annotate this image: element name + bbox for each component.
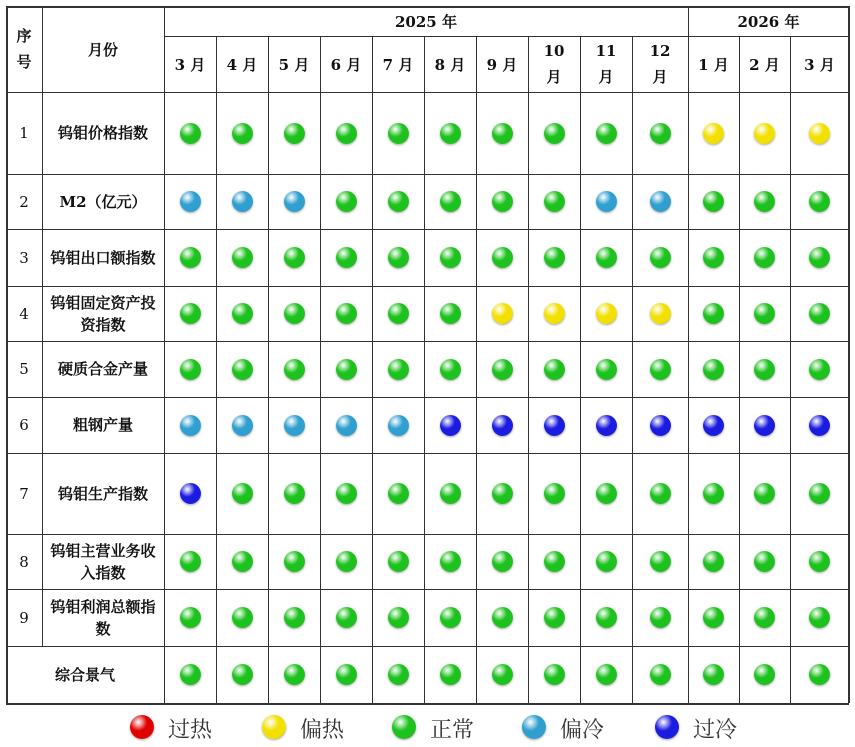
signal-light-normal (180, 664, 201, 685)
signal-light-normal (544, 123, 565, 144)
grid-line (739, 36, 740, 703)
signal-light-normal (650, 247, 671, 268)
signal-light-cool (336, 415, 357, 436)
grid-line (6, 92, 849, 93)
signal-light-normal (492, 664, 513, 685)
signal-light-normal (544, 191, 565, 212)
month-col-header: 4 月 (226, 55, 258, 74)
legend-hot-icon (130, 715, 154, 739)
month-col-header: 10 月 (543, 42, 565, 86)
signal-light-normal (336, 247, 357, 268)
legend-warm-label: 偏热 (300, 718, 345, 743)
signal-light-cold (596, 415, 617, 436)
signal-light-normal (596, 483, 617, 504)
legend-hot-label: 过热 (168, 718, 213, 743)
legend-normal-icon (392, 715, 416, 739)
signal-light-normal (492, 247, 513, 268)
signal-light-normal (544, 247, 565, 268)
signal-light-normal (754, 359, 775, 380)
grid-line (848, 6, 850, 703)
signal-light-normal (544, 359, 565, 380)
signal-light-normal (284, 123, 305, 144)
signal-light-normal (754, 247, 775, 268)
grid-line (6, 534, 849, 535)
signal-light-normal (232, 483, 253, 504)
signal-light-cold (492, 415, 513, 436)
signal-light-normal (544, 551, 565, 572)
grid-line (42, 6, 43, 646)
signal-light-normal (703, 483, 724, 504)
signal-light-normal (180, 607, 201, 628)
signal-light-normal (754, 664, 775, 685)
signal-light-normal (596, 664, 617, 685)
row-number: 8 (19, 552, 29, 571)
legend-cold-label: 过冷 (693, 718, 738, 743)
signal-light-normal (336, 303, 357, 324)
signal-light-normal (440, 123, 461, 144)
signal-light-normal (754, 483, 775, 504)
signal-light-normal (440, 607, 461, 628)
grid-line (424, 36, 425, 703)
signal-light-cool (284, 191, 305, 212)
month-col-header: 3 月 (174, 55, 206, 74)
grid-line (790, 36, 791, 703)
signal-light-normal (492, 191, 513, 212)
signal-light-normal (440, 359, 461, 380)
signal-light-normal (809, 664, 830, 685)
legend-cold-icon (655, 715, 679, 739)
seq-header-label: 序号 (16, 27, 32, 71)
month-col-header: 1 月 (698, 55, 729, 74)
signal-light-normal (336, 551, 357, 572)
indicator-name: 钨钼利润总额指数 (50, 597, 156, 638)
grid-line (320, 36, 321, 703)
signal-light-normal (596, 359, 617, 380)
signal-light-normal (388, 303, 409, 324)
signal-light-normal (544, 664, 565, 685)
indicator-name: 综合景气 (54, 665, 115, 684)
grid-line (164, 6, 165, 703)
signal-light-normal (440, 664, 461, 685)
month-col-header: 6 月 (330, 55, 362, 74)
month-header (42, 6, 164, 92)
signal-light-normal (284, 247, 305, 268)
signal-light-normal (440, 191, 461, 212)
signal-light-normal (492, 607, 513, 628)
seq-header (6, 6, 42, 92)
signal-light-normal (336, 123, 357, 144)
signal-light-normal (180, 303, 201, 324)
signal-light-normal (180, 123, 201, 144)
signal-light-normal (232, 664, 253, 685)
signal-light-warm (650, 303, 671, 324)
month-col-header: 12 月 (649, 42, 671, 86)
signal-light-normal (284, 359, 305, 380)
grid-line (6, 6, 8, 703)
signal-light-normal (809, 303, 830, 324)
signal-light-normal (596, 247, 617, 268)
legend-cool-icon (522, 715, 546, 739)
signal-light-normal (596, 607, 617, 628)
row-number: 5 (19, 360, 29, 378)
signal-light-normal (284, 607, 305, 628)
signal-light-normal (284, 483, 305, 504)
grid-line (632, 36, 633, 703)
signal-light-normal (703, 191, 724, 212)
signal-light-warm (596, 303, 617, 324)
month-col-header: 8 月 (434, 55, 466, 74)
signal-light-warm (544, 303, 565, 324)
row-number: 6 (19, 416, 29, 434)
signal-light-cold (650, 415, 671, 436)
signal-light-normal (544, 607, 565, 628)
signal-light-normal (703, 359, 724, 380)
signal-light-normal (180, 359, 201, 380)
signal-light-cold (440, 415, 461, 436)
signal-light-normal (650, 483, 671, 504)
grid-line (268, 36, 269, 703)
signal-light-warm (809, 123, 830, 144)
signal-light-normal (388, 191, 409, 212)
grid-line (6, 646, 849, 647)
grid-line (580, 36, 581, 703)
signal-light-normal (650, 359, 671, 380)
signal-light-normal (388, 483, 409, 504)
month-col-header: 9 月 (486, 55, 518, 74)
row-number: 9 (19, 608, 29, 627)
year-2026-header: 2026 年 (737, 12, 800, 31)
grid-line (6, 286, 849, 287)
grid-line (528, 36, 529, 703)
signal-light-cool (596, 191, 617, 212)
grid-line (6, 453, 849, 454)
month-col-header: 3 月 (804, 55, 835, 74)
grid-line (6, 589, 849, 590)
grid-line (6, 174, 849, 175)
indicator-name: 硬质合金产量 (57, 360, 148, 378)
signal-light-normal (809, 247, 830, 268)
climate-signal-table (6, 6, 849, 703)
signal-light-cool (284, 415, 305, 436)
grid-line (6, 6, 849, 8)
signal-light-cold (754, 415, 775, 436)
signal-light-normal (703, 607, 724, 628)
signal-light-normal (232, 551, 253, 572)
signal-light-normal (284, 303, 305, 324)
grid-line (688, 6, 689, 703)
signal-light-normal (440, 303, 461, 324)
signal-light-normal (809, 191, 830, 212)
signal-light-normal (754, 303, 775, 324)
legend-normal-label: 正常 (430, 718, 475, 743)
signal-light-normal (336, 483, 357, 504)
month-header-label: 月份 (87, 40, 118, 59)
month-col-header: 11 月 (595, 42, 617, 86)
grid-line (164, 36, 849, 37)
signal-light-normal (232, 123, 253, 144)
signal-light-normal (232, 303, 253, 324)
signal-light-normal (336, 607, 357, 628)
signal-light-cool (232, 191, 253, 212)
indicator-name: 钨钼主营业务收入指数 (50, 541, 156, 582)
signal-light-normal (388, 247, 409, 268)
signal-light-normal (703, 247, 724, 268)
signal-light-normal (336, 359, 357, 380)
signal-light-warm (492, 303, 513, 324)
signal-light-normal (336, 191, 357, 212)
grid-line (372, 36, 373, 703)
row-number: 4 (19, 304, 29, 323)
grid-line (476, 36, 477, 703)
signal-light-normal (809, 551, 830, 572)
signal-light-cool (232, 415, 253, 436)
signal-light-normal (440, 551, 461, 572)
signal-light-cold (544, 415, 565, 436)
month-col-header: 5 月 (278, 55, 310, 74)
signal-light-normal (596, 123, 617, 144)
signal-light-normal (754, 607, 775, 628)
indicator-name: 粗钢产量 (72, 416, 133, 434)
legend (0, 705, 855, 747)
indicator-name: 钨钼出口额指数 (50, 248, 156, 267)
signal-light-normal (440, 247, 461, 268)
signal-light-cold (703, 415, 724, 436)
signal-light-normal (650, 607, 671, 628)
signal-light-cold (809, 415, 830, 436)
row-number: 3 (19, 248, 29, 267)
signal-light-normal (809, 483, 830, 504)
signal-light-normal (180, 247, 201, 268)
signal-light-warm (703, 123, 724, 144)
signal-light-normal (232, 359, 253, 380)
signal-light-normal (596, 551, 617, 572)
signal-light-normal (284, 551, 305, 572)
signal-light-normal (388, 664, 409, 685)
signal-light-normal (388, 359, 409, 380)
signal-light-normal (232, 607, 253, 628)
month-col-header: 2 月 (749, 55, 780, 74)
signal-light-normal (492, 359, 513, 380)
signal-light-normal (650, 551, 671, 572)
signal-light-cool (650, 191, 671, 212)
signal-light-normal (809, 359, 830, 380)
signal-light-cool (180, 415, 201, 436)
signal-light-normal (232, 247, 253, 268)
signal-light-normal (703, 664, 724, 685)
signal-light-cool (388, 415, 409, 436)
signal-light-normal (180, 551, 201, 572)
grid-line (216, 36, 217, 703)
signal-light-normal (809, 607, 830, 628)
grid-line (6, 341, 849, 342)
row-number: 7 (19, 484, 29, 503)
signal-light-normal (703, 551, 724, 572)
indicator-name: M2（亿元） (59, 192, 147, 211)
year-2025-header: 2025 年 (395, 12, 457, 31)
legend-warm-icon (262, 715, 286, 739)
signal-light-normal (388, 123, 409, 144)
signal-light-normal (544, 483, 565, 504)
grid-line (6, 397, 849, 398)
signal-light-cool (180, 191, 201, 212)
legend-cool-label: 偏冷 (560, 718, 605, 743)
signal-light-normal (388, 607, 409, 628)
signal-light-normal (440, 483, 461, 504)
signal-light-cold (180, 483, 201, 504)
signal-light-normal (492, 123, 513, 144)
indicator-name: 钨钼价格指数 (57, 124, 148, 142)
row-number: 1 (19, 124, 29, 142)
signal-light-normal (492, 551, 513, 572)
signal-light-normal (650, 664, 671, 685)
signal-light-normal (754, 191, 775, 212)
signal-light-warm (754, 123, 775, 144)
signal-light-normal (650, 123, 671, 144)
signal-light-normal (388, 551, 409, 572)
grid-line (6, 229, 849, 230)
row-number: 2 (19, 192, 29, 211)
signal-light-normal (754, 551, 775, 572)
month-col-header: 7 月 (382, 55, 414, 74)
indicator-name: 钨钼固定资产投资指数 (50, 293, 156, 334)
signal-light-normal (703, 303, 724, 324)
signal-light-normal (336, 664, 357, 685)
signal-light-normal (284, 664, 305, 685)
indicator-name: 钨钼生产指数 (57, 484, 148, 503)
signal-light-normal (492, 483, 513, 504)
